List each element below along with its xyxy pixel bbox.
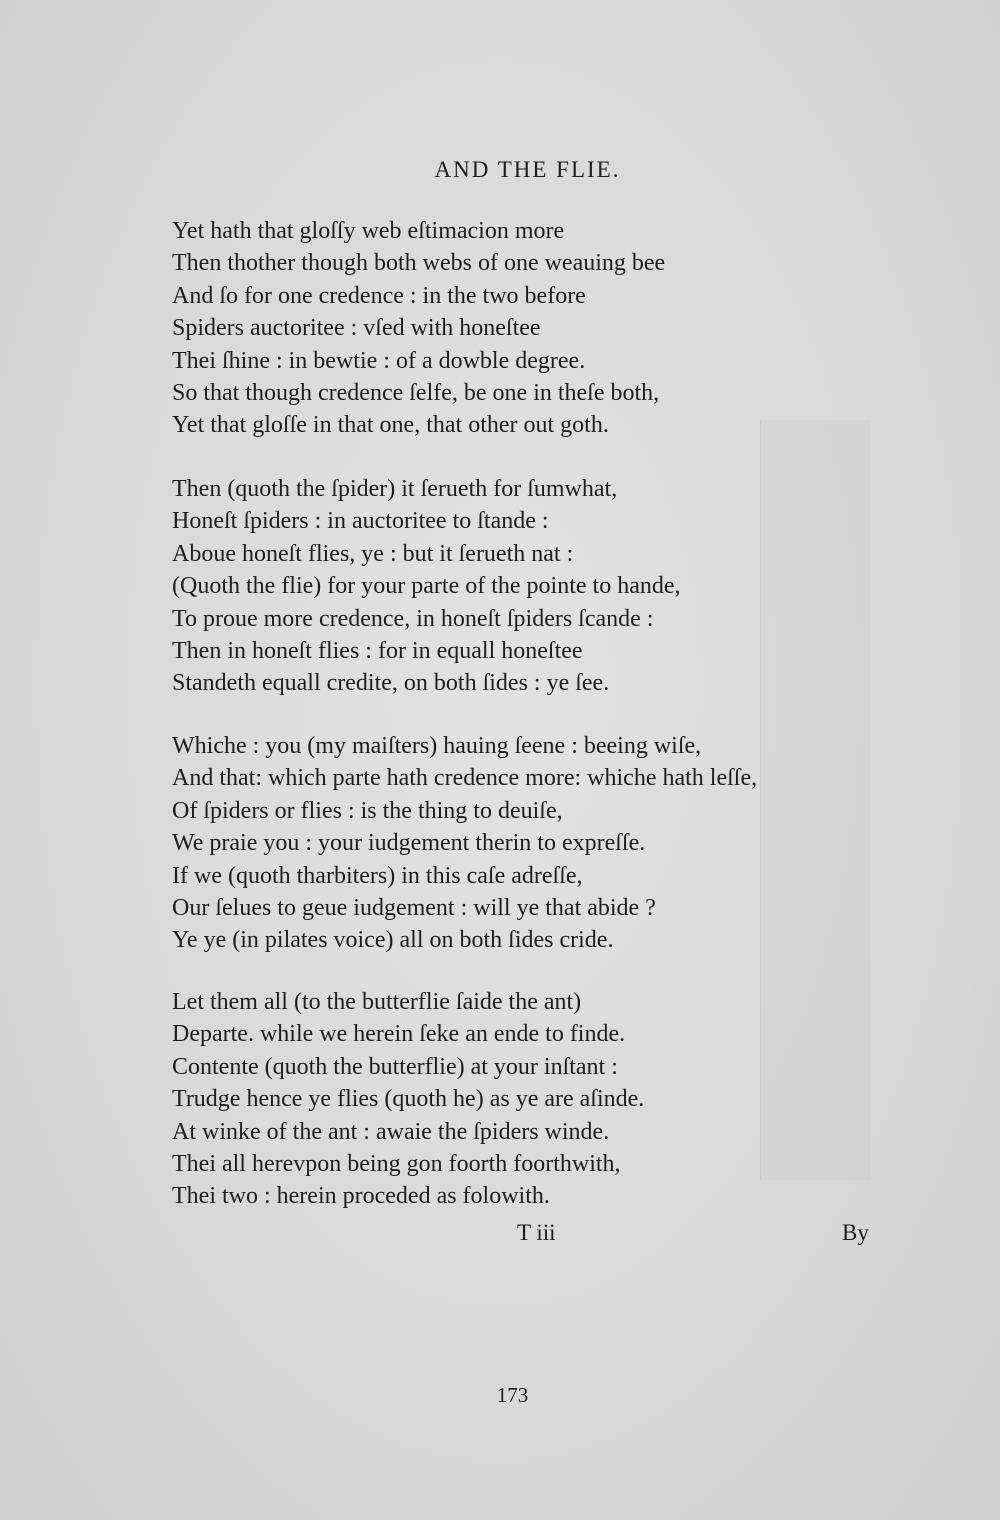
verse-line: If we (quoth tharbiters) in this caſe adreſſe, bbox=[172, 862, 583, 889]
page-number: 173 bbox=[496, 1383, 529, 1407]
verse-line: (Quoth the flie) for your parte of the pointe to hande, bbox=[172, 573, 681, 600]
verse-line: Ye ye (in pilates voice) all on both ſides cride. bbox=[172, 927, 614, 954]
verse-line: To proue more credence, in honeſt ſpiders ſcande : bbox=[172, 605, 654, 632]
signature-mark: T iii bbox=[517, 1220, 556, 1245]
verse-line: And that: which parte hath credence more: whiche hath leſſe, bbox=[172, 765, 758, 792]
catchword: By bbox=[842, 1220, 869, 1245]
verse-line: Standeth equall credite, on both ſides : ye ſee. bbox=[172, 670, 610, 697]
verse-line: So that though credence ſelfe, be one in theſe both, bbox=[172, 380, 660, 407]
verse-line: Then thother though both webs of one weauing bee bbox=[172, 250, 666, 277]
verse-line: Of ſpiders or flies : is the thing to deuiſe, bbox=[172, 797, 563, 824]
verse-line: Let them all (to the butterflie ſaide the ant) bbox=[172, 989, 582, 1015]
verse-line: At winke of the ant : awaie the ſpiders winde. bbox=[172, 1118, 610, 1145]
stanza-4 bbox=[172, 986, 892, 1213]
verse-line: Yet that gloſſe in that one, that other out goth. bbox=[172, 412, 609, 439]
verse-line: Departe. while we herein ſeke an ende to finde. bbox=[172, 1021, 626, 1048]
stanza-3 bbox=[172, 730, 892, 957]
verse-line: Thei two : herein proceded as folowith. bbox=[172, 1183, 550, 1210]
verse-line: Spiders auctoritee : vſed with honeſtee bbox=[172, 315, 541, 342]
verse-line: Thei ſhine : in bewtie : of a dowble degree. bbox=[172, 347, 586, 374]
verse-line: Our ſelues to geue iudgement : will ye that abide ? bbox=[172, 895, 656, 922]
verse-line: Whiche : you (my maiſters) hauing ſeene : beeing wiſe, bbox=[172, 733, 702, 759]
verse-line: Trudge hence ye flies (quoth he) as ye are aſinde. bbox=[172, 1086, 645, 1113]
verse-line: Honeſt ſpiders : in auctoritee to ſtande : bbox=[172, 508, 549, 535]
stanza-1 bbox=[172, 215, 892, 442]
verse-line: Yet hath that gloſſy web eſtimacion more bbox=[172, 218, 565, 244]
verse-line: Aboue honeſt flies, ye : but it ſerueth nat : bbox=[172, 540, 574, 567]
verse-line: And ſo for one credence : in the two before bbox=[172, 282, 586, 309]
verse-line: Thei all herevpon being gon foorth foorthwith, bbox=[172, 1151, 621, 1178]
verse-line: Then in honeſt flies : for in equall honeſtee bbox=[172, 638, 583, 665]
verse-line: We praie you : your iudgement therin to expreſſe. bbox=[172, 830, 646, 857]
verse-line: Then (quoth the ſpider) it ſerueth for ſumwhat, bbox=[172, 476, 618, 502]
running-head: AND THE FLIE. bbox=[434, 157, 621, 182]
stanza-2 bbox=[172, 473, 892, 700]
verse-line: Contente (quoth the butterflie) at your inſtant : bbox=[172, 1053, 618, 1080]
